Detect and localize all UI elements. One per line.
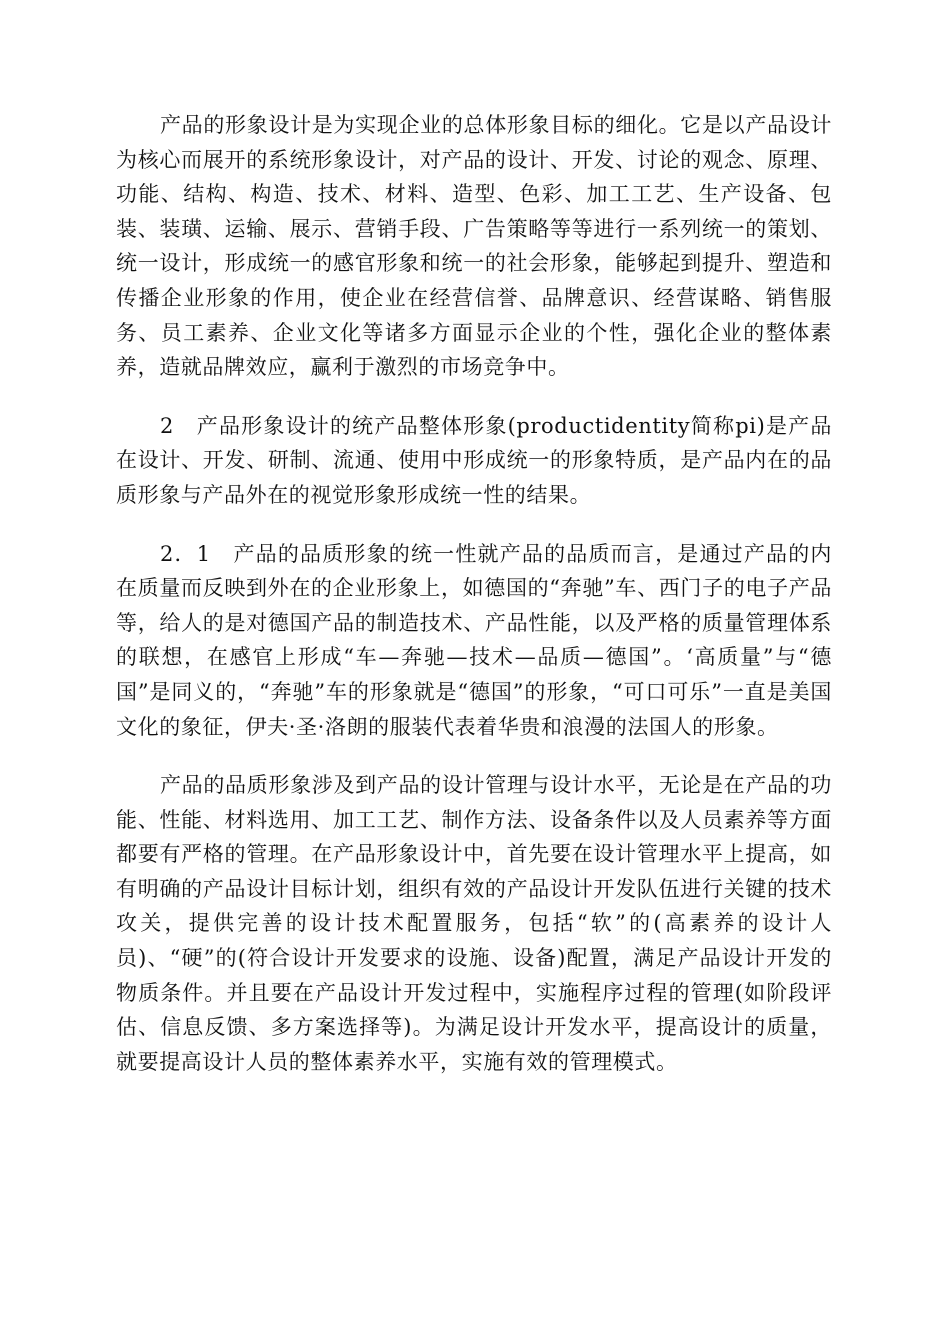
paragraph-section-2-1-quality-image: 2．1 产品的品质形象的统一性就产品的品质而言，是通过产品的内在质量而反映到外在的企业形象上，如德国的“奔驰”车、西门子的电子产品等，给人的是对德国产品的制造技术、产品性能，以及严格的质量管理体系的联想，在感官上形成“车—奔驰—技术—品质—德国”。‘高质量”与“德国”是同义的，“奔驰”车的形象就是“德国”的形象，“可口可乐”一直是美国文化的象征，伊夫·圣·洛朗的服装代表着华贵和浪漫的法国人的形象。 (116, 541, 832, 739)
paragraph-section-2-product-identity: 2 产品形象设计的统产品整体形象(productidentity简称pi)是产品在设计、开发、研制、流通、使用中形成统一的形象特质，是产品内在的品质形象与产品外在的视觉形象形成统一性的结果。 (116, 413, 832, 507)
document-body (116, 108, 832, 1079)
paragraph-design-management: 产品的品质形象涉及到产品的设计管理与设计水平，无论是在产品的功能、性能、材料选用、加工工艺、制作方法、设备条件以及人员素养等方面都要有严格的管理。在产品形象设计中，首先要在设计管理水平上提高，如有明确的产品设计目标计划，组织有效的产品设计开发队伍进行关键的技术攻关，提供完善的设计技术配置服务，包括“软”的(高素养的设计人员)、“硬”的(符合设计开发要求的设施、设备)配置，满足产品设计开发的物质条件。并且要在产品设计开发过程中，实施程序过程的管理(如阶段评估、信息反馈、多方案选择等)。为满足设计开发水平，提高设计的质量，就要提高设计人员的整体素养水平，实施有效的管理模式。 (116, 773, 832, 1074)
paragraph-product-image-design: 产品的形象设计是为实现企业的总体形象目标的细化。它是以产品设计为核心而展开的系统形象设计，对产品的设计、开发、讨论的观念、原理、功能、结构、构造、技术、材料、造型、色彩、加工工艺、生产设备、包装、装璜、运输、展示、营销手段、广告策略等等进行一系列统一的策划、统一设计，形成统一的感官形象和统一的社会形象，能够起到提升、塑造和传播企业形象的作用，使企业在经营信誉、品牌意识、经营谋略、销售服务、员工素养、企业文化等诸多方面显示企业的个性，强化企业的整体素养，造就品牌效应，赢利于激烈的市场竞争中。 (116, 113, 832, 380)
